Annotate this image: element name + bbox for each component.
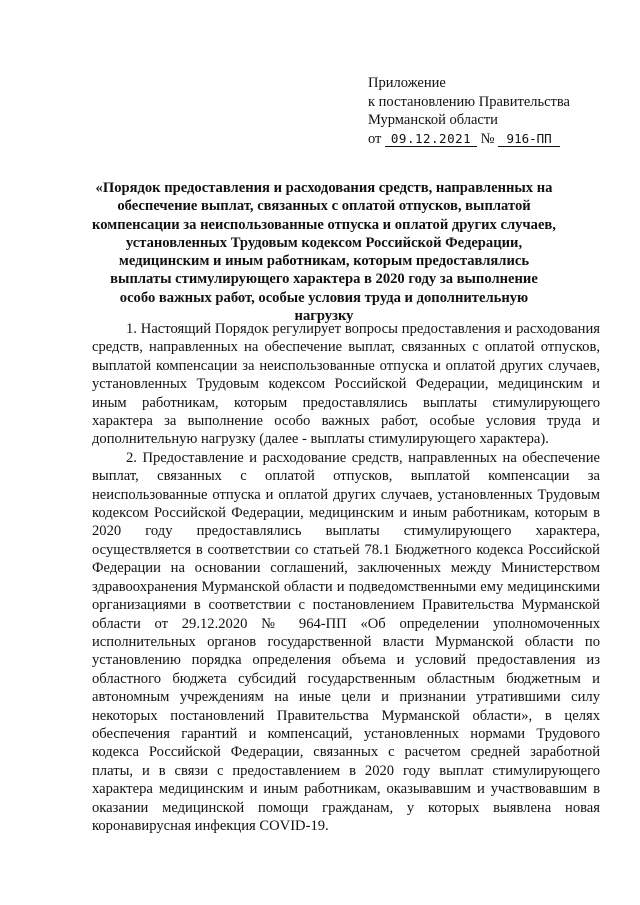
appendix-date-line bbox=[368, 130, 570, 149]
number-prefix: № bbox=[480, 130, 495, 147]
date-prefix: от bbox=[368, 130, 382, 147]
document-body bbox=[92, 320, 600, 835]
paragraph-2: 2. Предоставление и расходование средств, направленных на обеспечение выплат, связанных с оплатой отпусков, выплатой компенсации за неиспользованные отпуска и оплатой других случаев, установленных Трудовым кодексом Российской Федерации, медицинским и иным работникам, которым в 2020 году предоставлялись выплаты стимулирующего характера, осуществляется в соответствии со статьей 78.1 Бюджетного кодекса Российской Федерации на основании соглашений, заключенных между Министерством здравоохранения Мурманской области и подведомственными ему медицинскими организациями в соответствии с постановлением Правительства Мурманской области от 29.12.2020 № 964-ПП «Об определении уполномоченных исполнительных органов государственной власти Мурманской области по установлению порядка определения объема и условий предоставления из областного бюджета субсидий государственным областным бюджетным и автономным учреждениям на иные цели и признании утратившими силу некоторых постановлений Правительства Мурманской области», в целях обеспечения гарантий и компенсаций, установленных нормами Трудового кодекса Российской Федерации, связанных с расчетом средней заработной платы, и в связи с предоставлением в 2020 году выплат стимулирующего характера медицинским и иным работникам, оказывавшим и участвовавшим в оказании медицинской помощи гражданам, у которых выявлена новая коронавирусная инфекция COVID-19. bbox=[92, 449, 600, 834]
appendix-label: Приложение bbox=[368, 75, 446, 91]
resolution-date: 09.12.2021 bbox=[385, 131, 477, 147]
appendix-region: Мурманской области bbox=[368, 112, 498, 128]
document-title: «Порядок предоставления и расходования средств, направленных на обеспечение выплат, связанных с оплатой отпусков, выплатой компенсации за неиспользованные отпуска и оплатой других случаев, установленных Трудовым кодексом Российской Федерации, медицинским и иным работникам, которым предоставлялись выплаты стимулирующего характера в 2020 году за выполнение особо важных работ, особые условия труда и дополнительную нагрузку bbox=[92, 180, 556, 325]
appendix-header bbox=[368, 74, 570, 148]
appendix-resolution: к постановлению Правительства bbox=[368, 93, 570, 110]
resolution-number: 916-ПП bbox=[498, 131, 560, 147]
paragraph-1: 1. Настоящий Порядок регулирует вопросы предоставления и расходования средств, направленных на обеспечение выплат, связанных с оплатой отпусков, выплатой компенсации за неиспользованные отпуска и оплатой других случаев, установленных Трудовым кодексом Российской Федерации, медицинским и иным работникам, которым предоставлялись выплаты стимулирующего характера за выполнение особо важных работ, особые условия труда и дополнительную нагрузку (далее - выплаты стимулирующего характера). bbox=[92, 321, 600, 448]
